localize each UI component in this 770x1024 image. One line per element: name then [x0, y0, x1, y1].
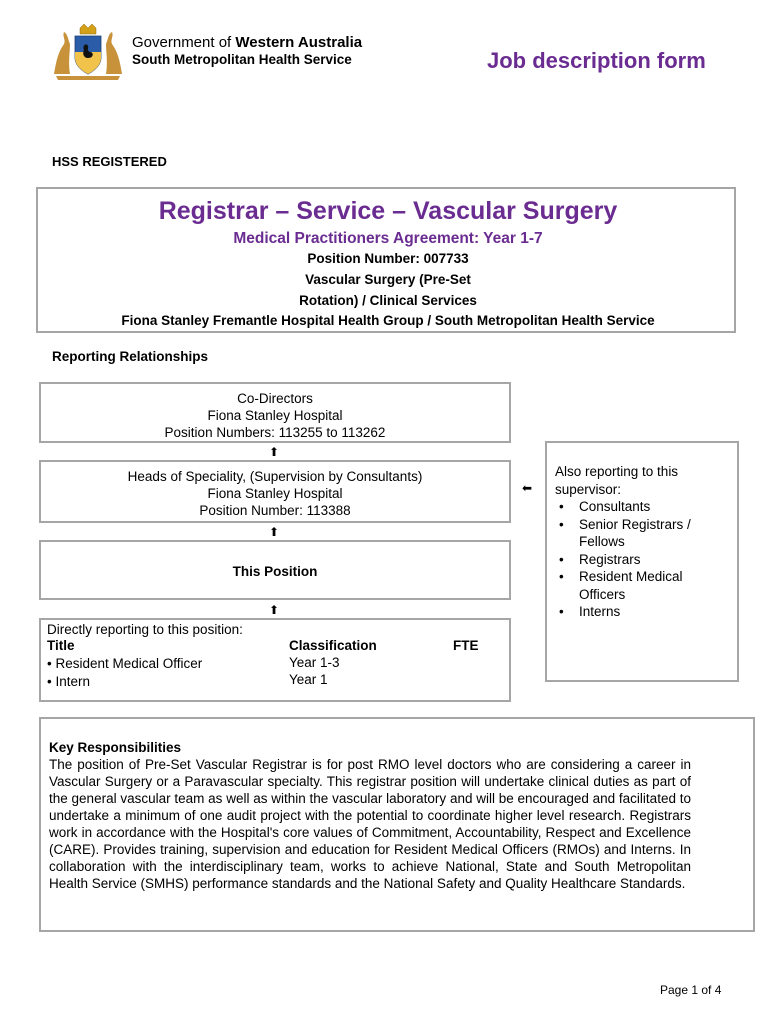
row-classification: Year 1-3 — [289, 655, 340, 670]
heads-of-speciality-box — [39, 460, 511, 523]
list-item: • Senior Registrars / Fellows — [555, 516, 731, 551]
heads-numbers: Position Number: 113388 — [199, 503, 351, 518]
government-prefix: Government of — [132, 34, 236, 51]
direct-reports-heading: Directly reporting to this position: — [47, 622, 243, 637]
codirectors-title: Co-Directors — [237, 391, 313, 406]
position-number: Position Number: 007733 — [307, 251, 469, 266]
key-responsibilities-box — [39, 717, 755, 932]
direct-reports-box — [39, 618, 511, 702]
position-title: Registrar – Service – Vascular Surgery — [158, 197, 618, 225]
health-service-name: South Metropolitan Health Service — [132, 52, 352, 67]
key-responsibilities-heading: Key Responsibilities — [49, 740, 182, 755]
arrow-up-icon: ⬆ — [269, 525, 280, 539]
heads-site: Fiona Stanley Hospital — [207, 486, 343, 501]
government-state: Western Australia — [235, 34, 363, 51]
also-reporting-box — [545, 441, 739, 682]
arrow-up-icon: ⬆ — [269, 603, 280, 617]
row-title: Resident Medical Officer — [55, 656, 203, 671]
also-reporting-heading: Also reporting to this supervisor: — [555, 464, 679, 497]
also-reporting-list — [555, 498, 731, 621]
column-title: Title — [47, 638, 75, 653]
hss-registered-label: HSS REGISTERED — [52, 154, 167, 169]
table-row: • Resident Medical Officer Year 1-3 — [47, 655, 340, 671]
list-item: • Consultants — [555, 498, 731, 516]
department-line-2: Rotation) / Clinical Services — [299, 293, 477, 308]
this-position-box — [39, 540, 511, 600]
form-title: Job description form — [487, 48, 706, 73]
this-position-label: This Position — [232, 564, 318, 579]
codirectors-numbers: Position Numbers: 113255 to 113262 — [164, 425, 386, 440]
heads-title: Heads of Speciality, (Supervision by Consultants) — [127, 469, 423, 484]
reporting-relationships-heading: Reporting Relationships — [52, 349, 209, 364]
department-line-1: Vascular Surgery (Pre-Set — [305, 272, 471, 287]
list-item: • Registrars — [555, 551, 731, 569]
arrow-left-icon: ⬅ — [522, 481, 533, 495]
row-title: Intern — [55, 674, 91, 689]
column-classification: Classification — [289, 638, 377, 653]
key-responsibilities-text: The position of Pre-Set Vascular Registrar is for post RMO level doctors who are considering a career in Vascular Surgery or a Paravascular specialty. This registrar position will undertake clinical duties as part of the general vascular team as well as within the vascular laboratory and will be encouraged and facilitated to undertake a minimum of one audit project with the potential to coordinate higher level research. Registrars work in accordance with the Hospital's core values of Commitment, Accountability, Respect and Excellence (CARE). Provides training, supervision and education for Resident Medical Officers (RMOs) and Interns. In collaboration with the interdisciplinary team, works to achieve National, State and South Metropolitan Health Service (SMHS) performance standards and the National Safety and Quality Healthcare Standards. — [49, 757, 691, 891]
codirectors-site: Fiona Stanley Hospital — [207, 408, 343, 423]
arrow-up-icon: ⬆ — [269, 445, 280, 459]
row-classification: Year 1 — [289, 672, 328, 687]
position-title-box — [36, 187, 736, 333]
government-name — [132, 34, 362, 51]
table-row: • Intern Year 1 — [47, 672, 328, 689]
page-number: Page 1 of 4 — [660, 983, 722, 997]
government-crest-logo — [48, 22, 128, 82]
agreement-line: Medical Practitioners Agreement: Year 1-7 — [233, 230, 543, 247]
organisation-line: Fiona Stanley Fremantle Hospital Health Group / South Metropolitan Health Service — [121, 313, 655, 328]
list-item: • Interns — [555, 603, 731, 621]
codirectors-box — [39, 382, 511, 443]
column-fte: FTE — [453, 638, 479, 653]
list-item: • Resident Medical Officers — [555, 568, 731, 603]
